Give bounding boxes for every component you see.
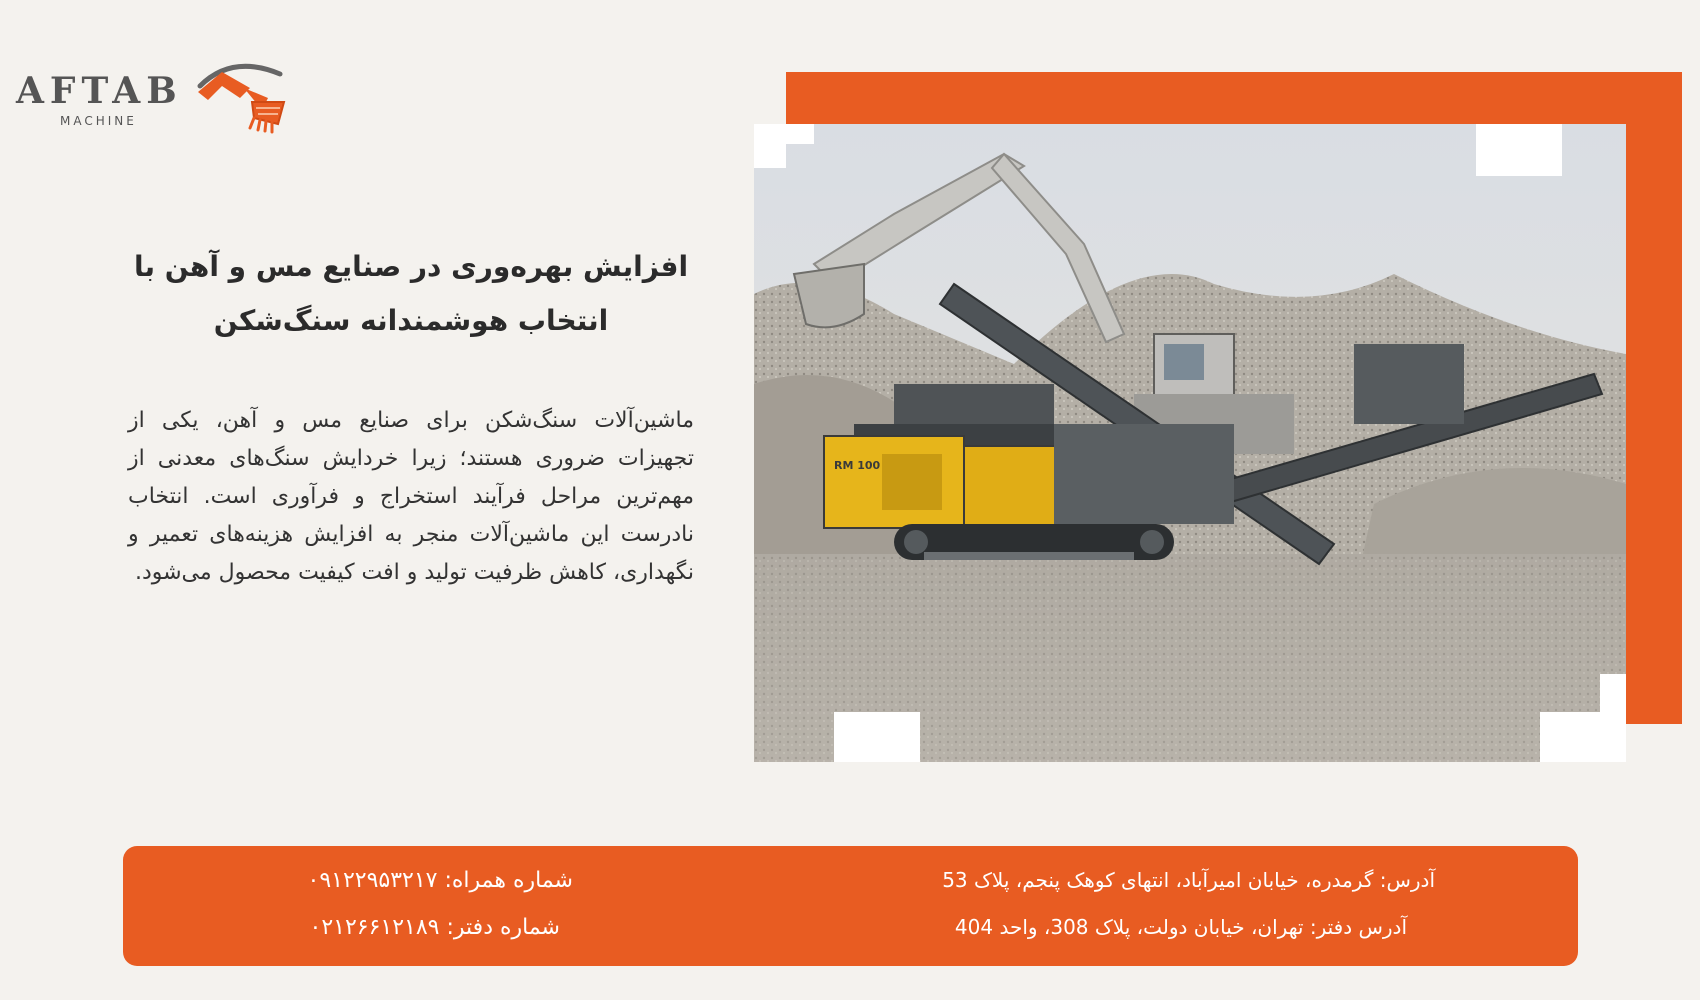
factory-address: آدرس: گرمدره، خیابان امیرآباد، انتهای کوهک پنجم، پلاک 53 — [942, 868, 1435, 892]
corner-accent — [1476, 124, 1562, 176]
crusher-photo — [754, 124, 1626, 762]
crusher-illustration — [754, 124, 1626, 762]
office-address: آدرس دفتر: تهران، خیابان دولت، پلاک 308، واحد 404 — [954, 915, 1407, 939]
article-title: افزایش بهره‌وری در صنایع مس و آهن با انتخاب هوشمندانه سنگ‌شکن — [133, 250, 689, 337]
excavator-icon — [192, 58, 302, 138]
article — [128, 240, 694, 592]
brand-logo — [16, 58, 296, 138]
brand-name: AFTAB — [16, 70, 183, 112]
machine-label: RM 100 — [834, 459, 881, 472]
brand-tagline: MACHINE — [60, 114, 137, 128]
corner-accent — [834, 712, 920, 762]
contact-footer — [123, 846, 1578, 966]
article-body: ماشین‌آلات سنگ‌شکن برای صنایع مس و آهن، یکی از تجهیزات ضروری هستند؛ زیرا خردایش سنگ‌های معدنی از مهم‌ترین مراحل فرآیند استخراج و فرآوری است. انتخاب نادرست این ماشین‌آلات منجر به افزایش هزینه‌های تعمیر و نگهداری، کاهش ظرفیت تولید و افت کیفیت محصول می‌شود. — [128, 408, 694, 585]
corner-accent — [754, 124, 786, 168]
corner-accent — [1600, 674, 1626, 762]
office-phone-number[interactable]: شماره دفتر: ۰۲۱۲۶۶۱۲۱۸۹ — [309, 915, 560, 940]
mobile-number[interactable]: شماره همراه: ۰۹۱۲۲۹۵۳۲۱۷ — [307, 868, 573, 893]
